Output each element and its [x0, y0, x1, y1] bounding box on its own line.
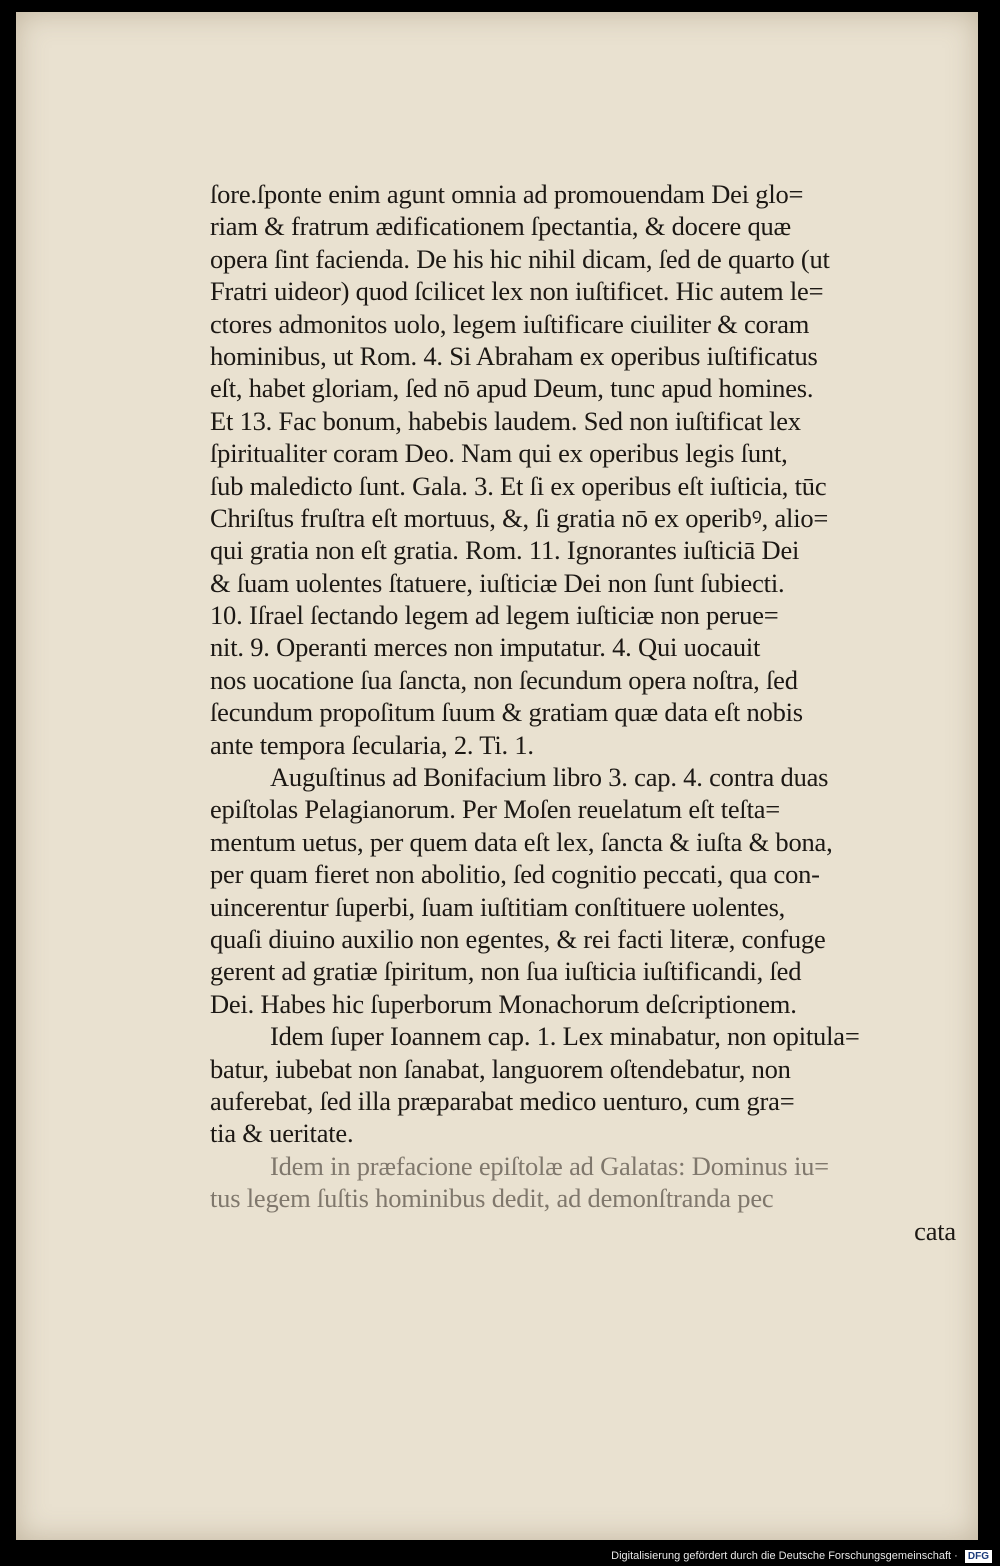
text-line: ctores admonitos uolo, legem iuſtificare ciuiliter & coram: [210, 308, 810, 339]
text-line: Chriſtus fruſtra eſt mortuus, &, ſi gratia nō ex operibꝰ, alio=: [210, 502, 829, 533]
text-line: tia & ueritate.: [210, 1118, 354, 1149]
text-line: gerent ad gratiæ ſpiritum, non ſua iuſticia iuſtificandi, ſed: [210, 956, 802, 987]
paragraph-start-line: Idem ſuper Ioannem cap. 1. Lex minabatur, non opitula=: [270, 1021, 860, 1052]
text-line: ſpiritualiter coram Deo. Nam qui ex operibus legis ſunt,: [210, 438, 788, 469]
text-line: Dei. Habes hic ſuperborum Monachorum deſcriptionem.: [210, 988, 797, 1019]
text-line: & ſuam uolentes ſtatuere, iuſticiæ Dei non ſunt ſubiecti.: [210, 567, 785, 598]
text-line: hominibus, ut Rom. 4. Si Abraham ex operibus iuſtificatus: [210, 340, 818, 371]
faded-text-line: Idem in præfacione epiſtolæ ad Galatas: Dominus iu=: [270, 1150, 829, 1181]
text-line: mentum uetus, per quem data eſt lex, ſancta & iuſta & bona,: [210, 826, 833, 857]
text-line: nos uocatione ſua ſancta, non ſecundum opera noſtra, ſed: [210, 664, 798, 695]
digitization-credit: [600, 1548, 992, 1564]
text-line: quaſi diuino auxilio non egentes, & rei facti literæ, confuge: [210, 923, 826, 954]
page-text-block: [210, 178, 970, 1247]
text-line: opera ſint facienda. De his hic nihil dicam, ſed de quarto (ut: [210, 243, 830, 274]
faded-text-line: tus legem ſuſtis hominibus dedit, ad demonſtranda pec: [210, 1183, 774, 1214]
text-line: ſecundum propoſitum ſuum & gratiam quæ data eſt nobis: [210, 697, 803, 728]
text-line: epiſtolas Pelagianorum. Per Moſen reuelatum eſt teſta=: [210, 794, 781, 825]
text-line: qui gratia non eſt gratia. Rom. 11. Ignorantes iuſticiā Dei: [210, 535, 800, 566]
text-line: 10. Iſrael ſectando legem ad legem iuſticiæ non perue=: [210, 600, 779, 631]
text-line: riam & fratrum ædificationem ſpectantia, & docere quæ: [210, 211, 792, 242]
text-line: ſore.ſponte enim agunt omnia ad promouendam Dei glo=: [210, 179, 804, 209]
paragraph-start-line: Auguſtinus ad Bonifacium libro 3. cap. 4. contra duas: [270, 762, 829, 793]
text-line: nit. 9. Operanti merces non imputatur. 4. Qui uocauit: [210, 632, 761, 663]
catchword: cata: [914, 1215, 956, 1246]
text-line: batur, iubebat non ſanabat, languorem oſtendebatur, non: [210, 1053, 791, 1084]
text-line: ante tempora ſecularia, 2. Ti. 1.: [210, 729, 534, 760]
text-line: Fratri uideor) quod ſcilicet lex non iuſtificet. Hic autem le=: [210, 276, 824, 307]
dfg-logo-badge: DFG: [965, 1550, 992, 1563]
text-line: per quam fieret non abolitio, ſed cognitio peccati, qua con-: [210, 859, 820, 890]
text-line: auferebat, ſed illa præparabat medico uenturo, cum gra=: [210, 1085, 795, 1116]
text-line: ſub maledicto ſunt. Gala. 3. Et ſi ex operibus eſt iuſticia, tūc: [210, 470, 827, 501]
text-line: eſt, habet gloriam, ſed nō apud Deum, tunc apud homines.: [210, 373, 814, 404]
text-line: uincerentur ſuperbi, ſuam iuſtitiam conſtituere uolentes,: [210, 891, 786, 922]
text-line: Et 13. Fac bonum, habebis laudem. Sed non iuſtificat lex: [210, 405, 801, 436]
credit-text: Digitalisierung gefördert durch die Deutsche Forschungsgemeinschaft ·: [611, 1550, 958, 1562]
